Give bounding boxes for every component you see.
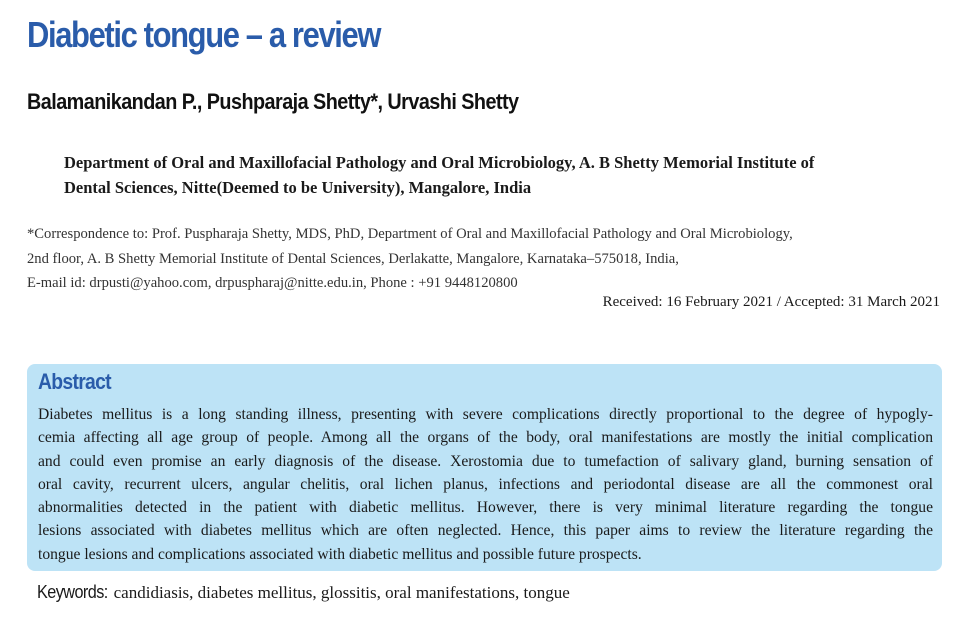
abstract-line: abnormalities detected in the patient with diabetic mellitus. However, there is very minimal literature regarding the tongue (38, 499, 933, 517)
correspondence-line: *Correspondence to: Prof. Puspharaja Shetty, MDS, PhD, Department of Oral and Maxillofacial Pathology and Oral Microbiology, (27, 226, 793, 242)
received-accepted-dates: Received: 16 February 2021 / Accepted: 31 March 2021 (602, 294, 940, 310)
correspondence-note (27, 222, 947, 296)
affiliation-line: Department of Oral and Maxillofacial Pathology and Oral Microbiology, A. B Shetty Memorial Institute of (64, 153, 815, 172)
abstract-line: tongue lesions and complications associated with diabetic mellitus and possible future prospects. (38, 545, 642, 563)
affiliation (64, 150, 944, 200)
abstract-line: lesions associated with diabetes mellitus which are often neglected. Hence, this paper aims to review the literature regarding the (38, 522, 933, 540)
paper-title: Diabetic tongue – a review (27, 14, 381, 55)
author-list: Balamanikandan P., Pushparaja Shetty*, Urvashi Shetty (27, 89, 519, 114)
correspondence-line: E-mail id: drpusti@yahoo.com, drpuspharaj@nitte.edu.in, Phone : +91 9448120800 (27, 275, 518, 291)
keywords-list: candidiasis, diabetes mellitus, glossitis, oral manifestations, tongue (113, 583, 570, 602)
abstract-line: and could even promise an early diagnosis of the disease. Xerostomia due to tumefaction of salivary gland, burning sensation of (38, 452, 933, 470)
keywords-label: Keywords: (37, 582, 108, 602)
abstract-heading: Abstract (38, 369, 111, 394)
correspondence-line: 2nd floor, A. B Shetty Memorial Institute of Dental Sciences, Derlakatte, Mangalore, Karnataka–575018, India, (27, 250, 679, 267)
abstract-line: oral cavity, recurrent ulcers, angular chelitis, oral lichen planus, infections and periodontal disease are all the commonest oral (38, 475, 933, 493)
keywords (37, 582, 570, 603)
affiliation-line: Dental Sciences, Nitte(Deemed to be University), Mangalore, India (64, 178, 532, 197)
abstract-box (27, 364, 942, 571)
abstract-line: Diabetes mellitus is a long standing illness, presenting with severe complications directly proportional to the degree of hypogly- (38, 406, 933, 423)
abstract-line: cemia affecting all age group of people. Among all the organs of the body, oral manifestations are mostly the initial complication (38, 429, 933, 447)
abstract-text (38, 403, 933, 566)
